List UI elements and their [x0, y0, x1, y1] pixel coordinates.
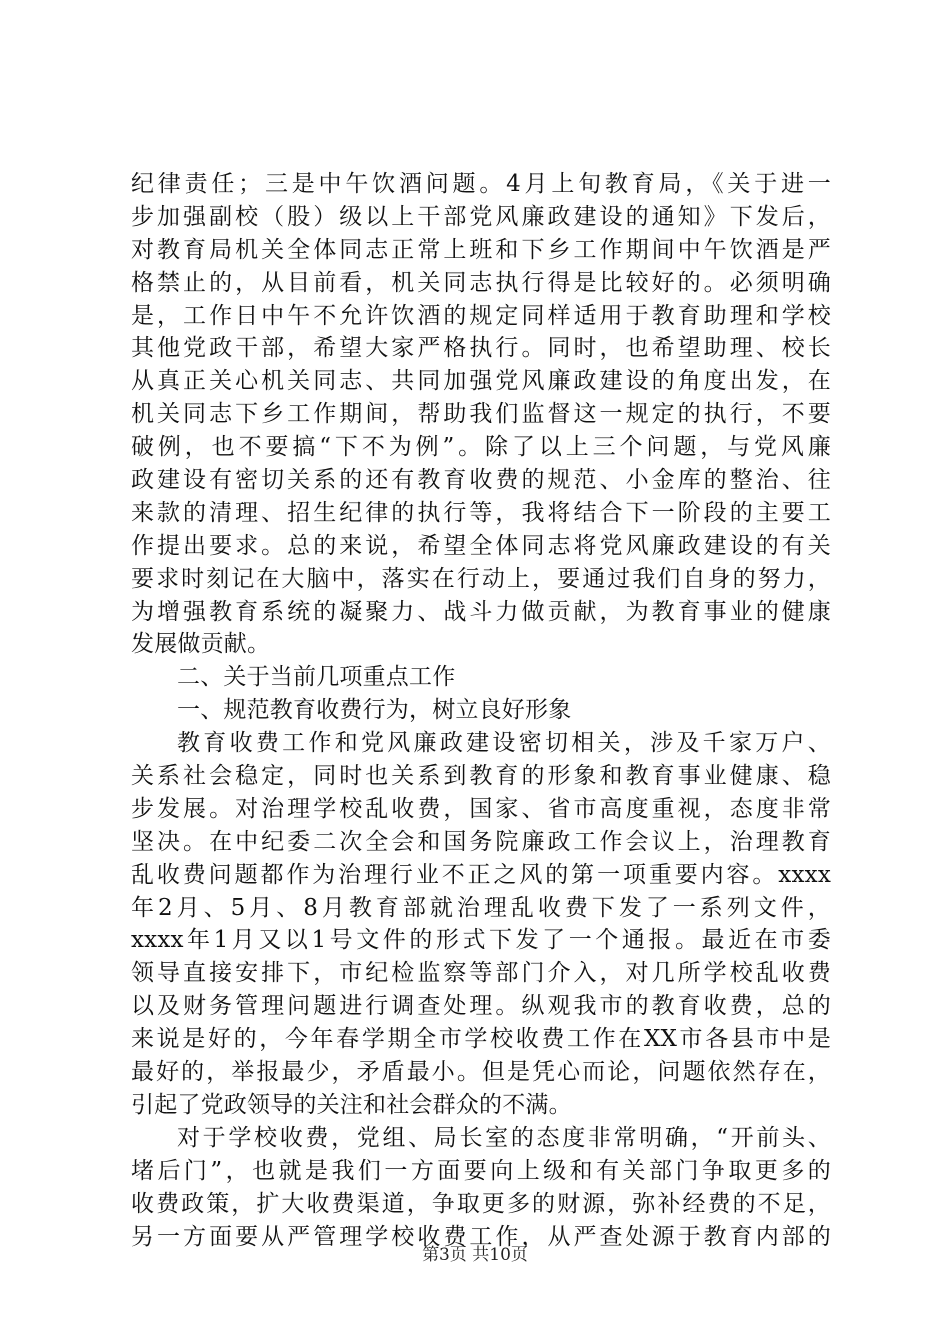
text-line: 年2月、5月、8月教育部就治理乱收费下发了一系列文件，	[131, 894, 831, 921]
page-footer: 第3页 共10页	[422, 1245, 528, 1265]
text-line: 步加强副校（股）级以上干部党风廉政建设的通知》下发后，	[131, 203, 831, 230]
text-line: 政建设有密切关系的还有教育收费的规范、小金库的整治、往	[131, 467, 831, 494]
text-line: 关系社会稳定，同时也关系到教育的形象和教育事业健康、稳	[131, 763, 831, 790]
text-line: 从真正关心机关同志、共同加强党风廉政建设的角度出发，在	[131, 368, 831, 395]
text-line: 以及财务管理问题进行调查处理。纵观我市的教育收费，总的	[131, 993, 831, 1020]
text-line: 纪律责任；三是中午饮酒问题。4月上旬教育局，《关于进一	[131, 171, 831, 197]
text-line: 另一方面要从严管理学校收费工作，从严查处源于教育内部的	[131, 1223, 831, 1250]
text-line: 引起了党政领导的关注和社会群众的不满。	[131, 1091, 572, 1118]
text-line: 作提出要求。总的来说，希望全体同志将党风廉政建设的有关	[131, 532, 831, 559]
text-line: 最好的，举报最少，矛盾最小。但是凭心而论，问题依然存在，	[131, 1059, 831, 1086]
text-line: 要求时刻记在大脑中，落实在行动上，要通过我们自身的努力，	[131, 565, 831, 592]
text-line: 收费政策，扩大收费渠道，争取更多的财源，弥补经费的不足，	[131, 1190, 831, 1217]
text-line: xxxx年1月又以1号文件的形式下发了一个通报。最近在市委	[131, 927, 831, 954]
text-line: 为增强教育系统的凝聚力、战斗力做贡献，为教育事业的健康	[131, 598, 831, 625]
text-line: 是，工作日中午不允许饮酒的规定同样适用于教育助理和学校	[131, 302, 831, 329]
text-line: 其他党政干部，希望大家严格执行。同时，也希望助理、校长	[131, 335, 831, 362]
text-line: 坚决。在中纪委二次全会和国务院廉政工作会议上，治理教育	[131, 828, 831, 855]
text-line: 来说是好的，今年春学期全市学校收费工作在XX市各县市中是	[131, 1026, 831, 1053]
text-line: 发展做贡献。	[131, 631, 271, 658]
text-line: 一、规范教育收费行为，树立良好形象	[177, 697, 572, 724]
text-line: 机关同志下乡工作期间，帮助我们监督这一规定的执行，不要	[131, 401, 831, 428]
document-body	[131, 168, 831, 1253]
text-line: 格禁止的，从目前看，机关同志执行得是比较好的。必须明确	[131, 269, 831, 296]
text-line: 教育收费工作和党风廉政建设密切相关，涉及千家万户、	[177, 730, 831, 757]
text-line: 领导直接安排下，市纪检监察等部门介入，对几所学校乱收费	[131, 960, 831, 987]
text-line: 来款的清理、招生纪律的执行等，我将结合下一阶段的主要工	[131, 499, 831, 526]
text-line: 对教育局机关全体同志正常上班和下乡工作期间中午饮酒是严	[131, 236, 831, 263]
text-line: 步发展。对治理学校乱收费，国家、省市高度重视，态度非常	[131, 795, 831, 822]
text-line: 二、关于当前几项重点工作	[177, 664, 456, 691]
text-line: 堵后门”，也就是我们一方面要向上级和有关部门争取更多的	[131, 1157, 831, 1184]
text-line: 破例，也不要搞“下不为例”。除了以上三个问题，与党风廉	[131, 434, 831, 461]
text-line: 乱收费问题都作为治理行业不正之风的第一项重要内容。xxxx	[131, 861, 831, 888]
text-line: 对于学校收费，党组、局长室的态度非常明确，“开前头、	[177, 1124, 831, 1151]
